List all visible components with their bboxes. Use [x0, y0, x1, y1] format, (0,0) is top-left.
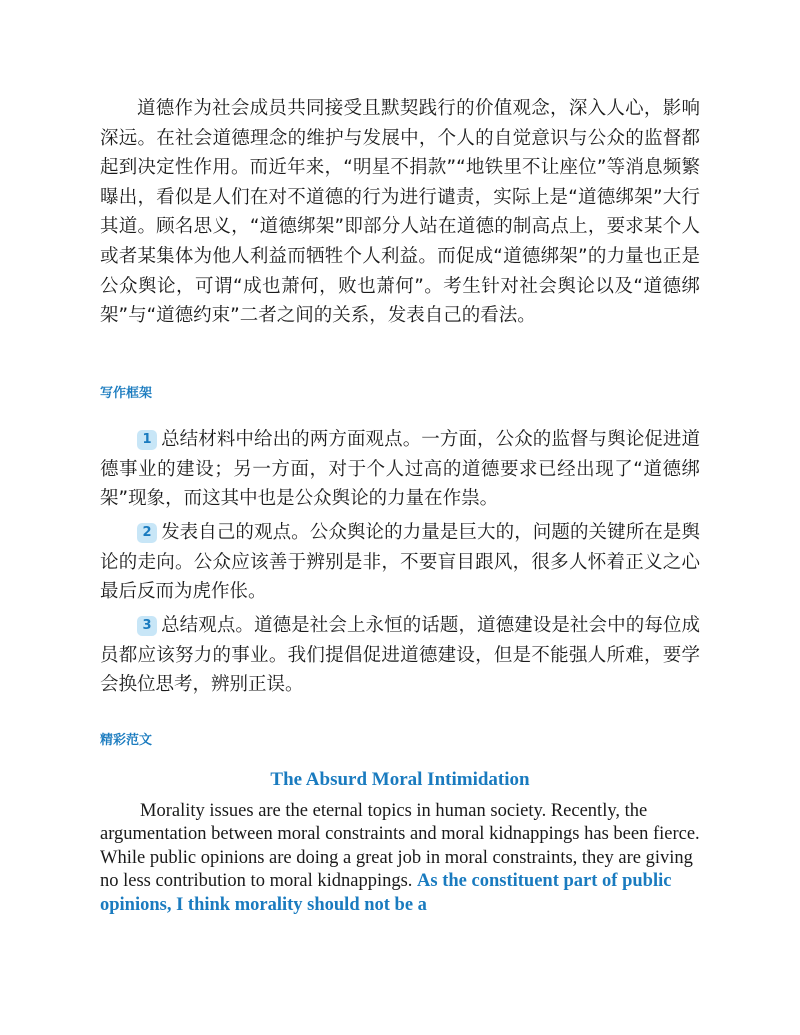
framework-point-1 [100, 425, 700, 514]
framework-point-text: 总结材料中给出的两方面观点。一方面，公众的监督与舆论促进道德事业的建设；另一方面，对于个人过高的道德要求已经出现了“道德绑架”现象，而这其中也是公众舆论的力量在作祟。 [100, 429, 700, 510]
framework-heading: 写作框架 [100, 386, 153, 401]
sample-heading: 精彩范文 [100, 733, 153, 748]
essay-body-text: Morality issues are the eternal topics in human society. Recently, the argumentation between moral constraints and moral kidnappings has been fierce. While public opinions are doing a great job in moral constraints, they are giving no less contribution to moral kidnappings. [100, 801, 700, 892]
intro-paragraph: 道德作为社会成员共同接受且默契践行的价值观念，深入人心，影响深远。在社会道德理念的维护与发展中，个人的自觉意识与公众的监督都起到决定性作用。而近年来，“明星不捐款”“地铁里不让座位”等消息频繁曝出，看似是人们在对不道德的行为进行谴责，实际上是“道德绑架”大行其道。顾名思义，“道德绑架”即部分人站在道德的制高点上，要求某个人或者某集体为他人利益而牺牲个人利益。而促成“道德绑架”的力量也正是公众舆论，可谓“成也萧何，败也萧何”。考生针对社会舆论以及“道德绑架”与“道德约束”二者之间的关系，发表自己的看法。 [100, 98, 700, 327]
essay-title: The Absurd Moral Intimidation [270, 769, 530, 790]
essay-highlight-text: As the constituent part of public opinions, I think morality should not be a [100, 871, 672, 915]
point-number-badge: 1 [137, 430, 157, 450]
point-number-badge: 3 [137, 616, 157, 636]
essay-paragraph [100, 800, 700, 917]
framework-point-3 [100, 611, 700, 700]
point-number-badge: 2 [137, 523, 157, 543]
framework-point-2 [100, 518, 700, 607]
framework-point-text: 总结观点。道德是社会上永恒的话题，道德建设是社会中的每位成员都应该努力的事业。我们提倡促进道德建设，但是不能强人所难，要学会换位思考，辨别正误。 [100, 615, 700, 696]
framework-point-text: 发表自己的观点。公众舆论的力量是巨大的，问题的关键所在是舆论的走向。公众应该善于辨别是非，不要盲目跟风，很多人怀着正义之心最后反而为虎作伥。 [100, 522, 700, 603]
